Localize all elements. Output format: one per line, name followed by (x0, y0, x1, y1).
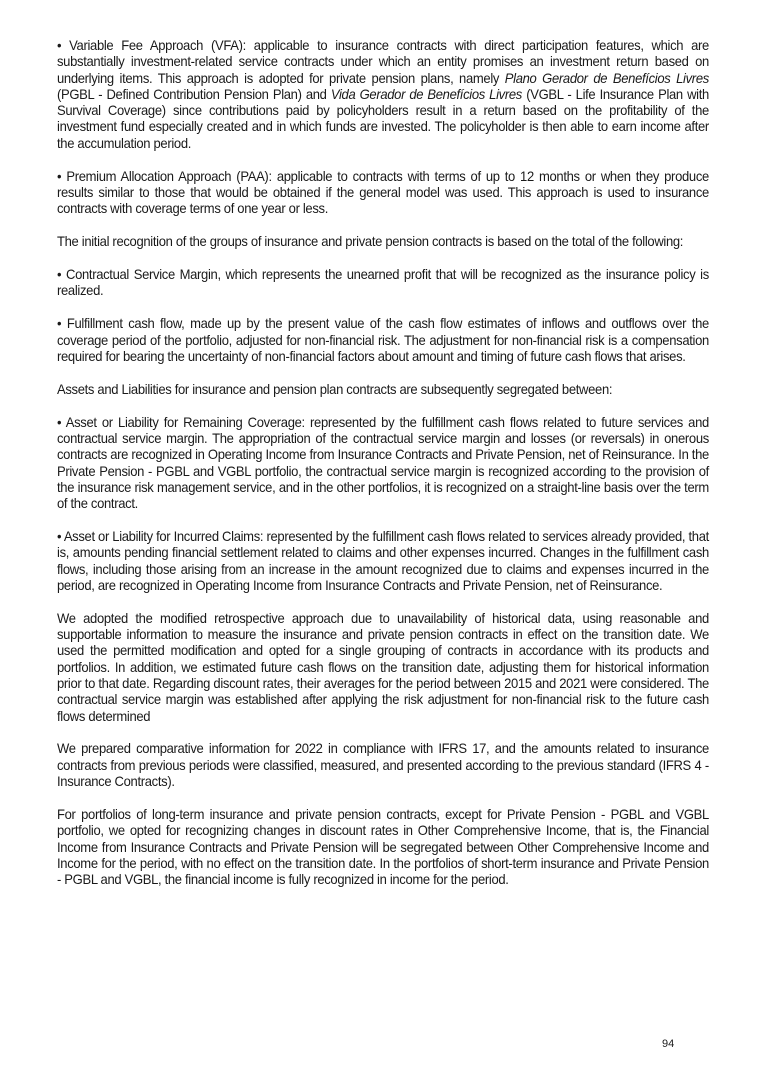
paragraph-initial-recognition: The initial recognition of the groups of insurance and private pension contracts is based on the total of the following: (57, 233, 684, 250)
paragraph-remaining-coverage: • Asset or Liability for Remaining Coverage: represented by the fulfillment cash flows related to future services and contractual service margin. The appropriation of the contractual service margin and losses (or reversals) in onerous contracts are recognized in Operating Income from Insurance Contracts and Private Pension, net of Reinsurance. In the Private Pension - PGBL and VGBL portfolio, the contractual service margin is recognized according to the provision of the insurance risk management service, and in the other portfolios, it is recognized on a straight-line basis over the term of the contract. (57, 413, 709, 512)
paragraph-fulfillment: • Fulfillment cash flow, made up by the present value of the cash flow estimates of inflows and outflows over the coverage period of the portfolio, adjusted for non-financial risk. The adjustment for non-financial risk is a compensation required for bearing the uncertainty of non-financial factors about amount and timing of future cash flows that arises. (57, 315, 709, 364)
paragraph-vfa: • Variable Fee Approach (VFA): applicable to insurance contracts with direct participation features, which are substantially investment-related service contracts under which an entity promises an investment return based on underlying items. This approach is adopted for private pension plans, namely Plano Gerador de Benefícios Livres (PGBL - Defined Contribution Pension Plan) and Vida Gerador de Benefícios Livres (VGBL - Life Insurance Plan with Survival Coverage) since contributions paid by policyholders result in a return based on the profitability of the investment fund especially created and in which funds are invested. The policyholder is then able to earn income after the accumulation period. (57, 37, 709, 151)
bullet: • (57, 413, 62, 430)
document-page (57, 37, 709, 904)
paragraph-incurred-claims: • Asset or Liability for Incurred Claims: represented by the fulfillment cash flows related to services already provided, that is, amounts pending financial settlement related to claims and other expenses incurred. Changes in the fulfillment cash flows, including those arising from an increase in the amount recognized due to claims and expenses incurred in the period, are recognized in Operating Income from Insurance Contracts and Private Pension, net of Reinsurance. (57, 527, 709, 593)
bullet: • (57, 37, 62, 53)
bullet: • (57, 527, 62, 544)
bullet: • (57, 167, 62, 184)
paragraph-comparative-info: We prepared comparative information for 2022 in compliance with IFRS 17, and the amounts related to insurance contracts from previous periods were classified, measured, and presented according to the previous standard (IFRS 4 - Insurance Contracts). (57, 740, 709, 790)
bullet: • (57, 315, 62, 332)
paragraph-segregation: Assets and Liabilities for insurance and pension plan contracts are subsequently segregated between: (57, 380, 613, 397)
paragraph-modified-retrospective: We adopted the modified retrospective approach due to unavailability of historical data, using reasonable and supportable information to measure the insurance and private pension contracts in effect on the transition date. We used the permitted modification and opted for a single grouping of contracts in accordance with its products and portfolios. In addition, we estimated future cash flows on the transition date, adjusting them for historical information prior to that date. Regarding discount rates, their averages for the period between 2015 and 2021 were considered. The contractual service margin was established after applying the risk adjustment for non-financial risk to the future cash flows determined (57, 609, 709, 724)
bullet: • (57, 266, 62, 283)
paragraph-csm: • Contractual Service Margin, which represents the unearned profit that will be recognized as the insurance policy is realized. (57, 266, 709, 299)
italic-term-pgbl: Plano Gerador de Benefícios Livres (504, 69, 709, 86)
italic-term-vgbl: Vida Gerador de Benefícios Livres (330, 85, 522, 102)
page-number: 94 (662, 1038, 675, 1050)
paragraph-paa: • Premium Allocation Approach (PAA): applicable to contracts with terms of up to 12 months or when they produce results similar to those that would be obtained if the general model was used. This approach is used to insurance contracts with coverage terms of one year or less. (57, 167, 709, 217)
paragraph-discount-rates: For portfolios of long-term insurance and private pension contracts, except for Private Pension - PGBL and VGBL portfolio, we opted for recognizing changes in discount rates in Other Comprehensive Income, that is, the Financial Income from Insurance Contracts and Private Pension will be segregated between Other Comprehensive Income and Income for the period, with no effect on the transition date. In the portfolios of short-term insurance and Private Pension - PGBL and VGBL, the financial income is fully recognized in income for the period. (57, 805, 709, 888)
